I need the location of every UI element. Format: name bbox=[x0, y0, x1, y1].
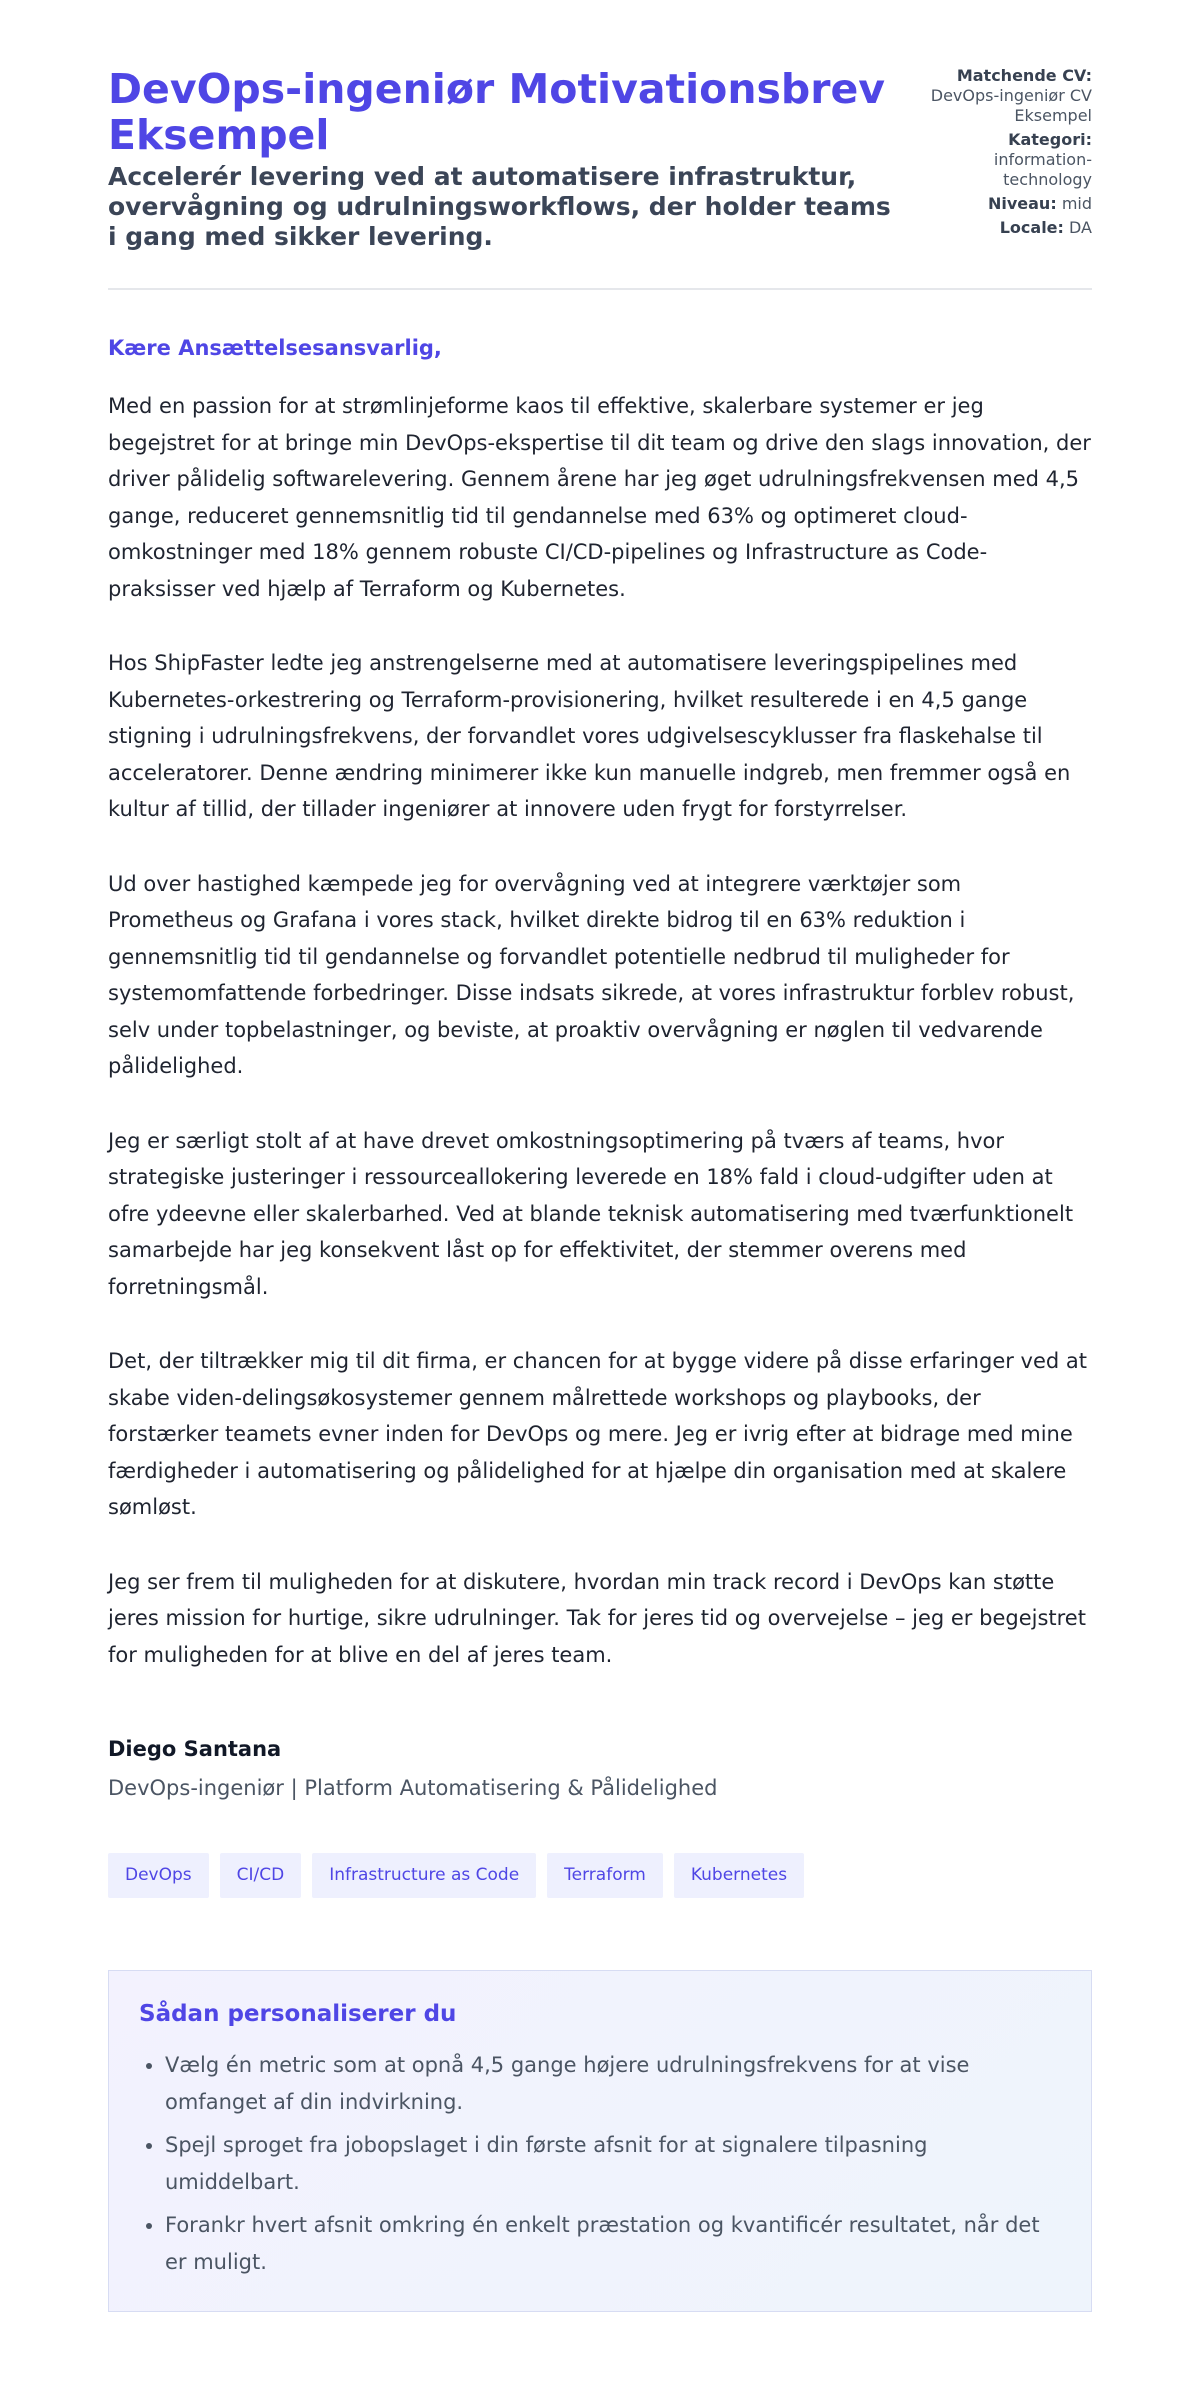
tips-list bbox=[139, 2047, 1061, 2281]
meta-locale bbox=[917, 218, 1092, 238]
document-header bbox=[108, 66, 1092, 290]
tip-item: • Vælg én metric som at opnå 4,5 gange højere udrulningsfrekvens for at vise omfanget af din indvirkning. bbox=[165, 2047, 1061, 2121]
meta-matching-cv-label: Matchende CV: bbox=[956, 66, 1092, 85]
skill-tag: Kubernetes bbox=[674, 1853, 804, 1898]
skill-tag: Terraform bbox=[547, 1853, 663, 1898]
skill-tag: Infrastructure as Code bbox=[312, 1853, 536, 1898]
letter-paragraph: Med en passion for at strømlinjeforme kaos til effektive, skalerbare systemer er jeg begejstret for at bringe min DevOps-ekspertise til dit team og drive den slags innovation, der driver pålidelig softwarelevering. Gennem årene har jeg øget udrulningsfrekvensen med 4,5 gange, reduceret gennemsnitlig tid til gendannelse med 63% og optimeret cloud-omkostninger med 18% gennem robuste CI/CD-pipelines og Infrastructure as Code-praksisser ved hjælp af Terraform og Kubernetes. bbox=[108, 394, 1091, 601]
skill-tags bbox=[108, 1853, 1092, 1898]
meta-locale-value: DA bbox=[1069, 218, 1092, 237]
page-title: DevOps-ingeniør Motivationsbrev Eksempel bbox=[108, 65, 886, 159]
skill-tag: CI/CD bbox=[220, 1853, 302, 1898]
tip-item: • Spejl sproget fra jobopslaget i din første afsnit for at signalere tilpasning umiddelbart. bbox=[165, 2127, 1061, 2201]
letter-paragraph: Det, der tiltrækker mig til dit firma, er chancen for at bygge videre på disse erfaringer ved at skabe viden-delingsøkosystemer gennem målrettede workshops og playbooks, der forstærker teamets evner inden for DevOps og mere. Jeg er ivrig efter at bidrage med mine færdigheder i automatisering og pålidelighed for at hjælpe din organisation med at skalere sømløst. bbox=[108, 1349, 1088, 1519]
letter-paragraph: Jeg ser frem til muligheden for at diskutere, hvordan min track record i DevOps kan støtte jeres mission for hurtige, sikre udrulninger. Tak for jeres tid og overvejelse – jeg er begejstret for muligheden for at blive en del af jeres team. bbox=[108, 1569, 1086, 1667]
tip-item: • Forankr hvert afsnit omkring én enkelt præstation og kvantificér resultatet, når det er muligt. bbox=[165, 2207, 1061, 2281]
signer-name: Diego Santana bbox=[108, 1737, 282, 1761]
skill-tag: DevOps bbox=[108, 1853, 209, 1898]
meta-level-value: mid bbox=[1061, 194, 1092, 213]
personalization-tips bbox=[108, 1970, 1092, 2312]
letter-body bbox=[108, 334, 1092, 1803]
page-subtitle: Accelerér levering ved at automatisere infrastruktur, overvågning og udrulningsworkflows, der holder teams i gang med sikker levering. bbox=[108, 162, 891, 251]
letter-paragraph: Ud over hastighed kæmpede jeg for overvågning ved at integrere værktøjer som Prometheus og Grafana i vores stack, hvilket direkte bidrog til en 63% reduktion i gennemsnitlig tid til gendannelse og forvandlet potentielle nedbrud til muligheder for systemomfattende forbedringer. Disse indsats sikrede, at vores infrastruktur forblev robust, selv under topbelastninger, og beviste, at proaktiv overvågning er nøglen til vedvarende pålidelighed. bbox=[108, 871, 1075, 1078]
tips-title: Sådan personaliserer du bbox=[139, 2001, 457, 2027]
letter-paragraph: Hos ShipFaster ledte jeg anstrengelserne med at automatisere leveringspipelines med Kubernetes-orkestrering og Terraform-provisionering, hvilket resulterede i en 4,5 gange stigning i udrulningsfrekvens, der forvandlet vores udgivelsescyklusser fra flaskehalse til acceleratorer. Denne ændring minimerer ikke kun manuelle indgreb, men fremmer også en kultur af tillid, der tillader ingeniører at innovere uden frygt for forstyrrelser. bbox=[108, 651, 1071, 821]
meta-matching-cv bbox=[917, 66, 1092, 126]
meta-level-label: Niveau: bbox=[987, 194, 1057, 213]
meta-level bbox=[917, 194, 1092, 214]
title-block bbox=[108, 66, 898, 252]
meta-category bbox=[917, 130, 1092, 190]
letter-greeting: Kære Ansættelsesansvarlig, bbox=[108, 336, 442, 360]
letter-paragraph: Jeg er særligt stolt af at have drevet omkostningsoptimering på tværs af teams, hvor strategiske justeringer i ressourceallokering leverede en 18% fald i cloud-udgifter uden at ofre ydeevne eller skalerbarhed. Ved at blande teknisk automatisering med tværfunktionelt samarbejde har jeg konsekvent låst op for effektivitet, der stemmer overens med forretningsmål. bbox=[108, 1128, 1074, 1299]
meta-panel bbox=[917, 66, 1092, 242]
meta-category-label: Kategori: bbox=[1008, 130, 1092, 149]
meta-matching-cv-value[interactable]: DevOps-ingeniør CV Eksempel bbox=[930, 86, 1092, 125]
signer-title: DevOps-ingeniør | Platform Automatisering & Pålidelighed bbox=[108, 1776, 718, 1800]
meta-locale-label: Locale: bbox=[999, 218, 1064, 237]
meta-category-value: information-technology bbox=[993, 150, 1092, 189]
